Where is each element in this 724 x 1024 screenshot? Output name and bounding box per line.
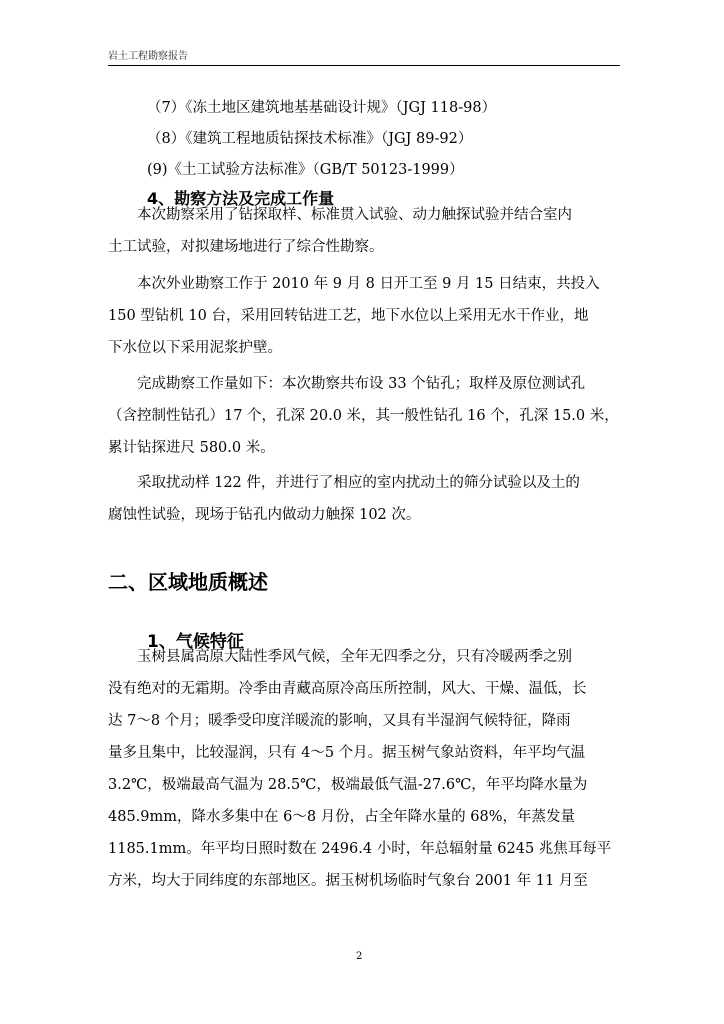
subsection-heading-climate: 1、气候特征 <box>147 632 244 652</box>
text-line: 量多且集中，比较湿润，只有 4～5 个月。据玉树气象站资料，年平均气温 <box>108 745 586 761</box>
text-line: 下水位以下采用泥浆护壁。 <box>108 340 282 356</box>
text-line: 1185.1mm。年平均日照时数在 2496.4 小时，年总辐射量 6245 兆焦耳每平 <box>108 841 612 857</box>
text-line: 150 型钻机 10 台，采用回转钻进工艺，地下水位以上采用无水干作业，地 <box>108 308 589 324</box>
text-line: 没有绝对的无霜期。冷季由青藏高原冷高压所控制，风大、干燥、温低，长 <box>108 681 587 697</box>
reference-item-8: （8）《建筑工程地质钻探技术标准》（JGJ 89-92） <box>147 131 473 147</box>
text-line: 本次外业勘察工作于 2010 年 9 月 8 日开工至 9 月 15 日结束，共投入 <box>137 276 600 292</box>
text-line: 本次勘察采用了钻探取样、标准贯入试验、动力触探试验并结合室内 <box>137 207 572 223</box>
text-line: 方米，均大于同纬度的东部地区。据玉树机场临时气象台 2001 年 11 月至 <box>108 873 588 889</box>
text-line: 土工试验，对拟建场地进行了综合性勘察。 <box>108 239 384 255</box>
text-line: （含控制性钻孔）17 个，孔深 20.0 米，其一般性钻孔 16 个，孔深 15.0 米， <box>108 408 619 424</box>
paragraph-field-work <box>108 268 622 364</box>
page-header: 岩土工程勘察报告 <box>108 50 620 66</box>
text-line: 485.9mm，降水多集中在 6～8 月份，占全年降水量的 68%，年蒸发量 <box>108 809 576 825</box>
paragraph-survey-methods <box>108 199 622 263</box>
section-heading-survey-methods: 4、勘察方法及完成工作量 <box>147 189 335 208</box>
paragraph-samples <box>108 467 622 531</box>
chapter-heading-regional-geology: 二、区域地质概述 <box>108 570 268 594</box>
reference-item-7: （7）《冻土地区建筑地基基础设计规》（JGJ 118-98） <box>147 100 497 116</box>
text-line: 完成勘察工作量如下：本次勘察共布设 33 个钻孔；取样及原位测试孔 <box>137 376 586 392</box>
text-line: 3.2℃，极端最高气温为 28.5℃，极端最低气温-27.6℃，年平均降水量为 <box>108 777 588 793</box>
text-line: 采取扰动样 122 件，并进行了相应的室内扰动土的筛分试验以及土的 <box>137 475 580 491</box>
paragraph-climate <box>108 641 622 897</box>
text-line: 累计钻探进尺 580.0 米。 <box>108 440 275 456</box>
text-line: 玉树县属高原大陆性季风气候，全年无四季之分，只有冷暖两季之别 <box>137 649 572 665</box>
text-line: 腐蚀性试验，现场于钻孔内做动力触探 102 次。 <box>108 507 421 523</box>
reference-item-9: (9)《土工试验方法标准》（GB/T 50123-1999） <box>147 162 464 178</box>
text-line: 达 7～8 个月；暖季受印度洋暖流的影响，又具有半湿润气候特征，降雨 <box>108 713 571 729</box>
page-number: 2 <box>356 951 363 962</box>
paragraph-workload <box>108 368 622 464</box>
